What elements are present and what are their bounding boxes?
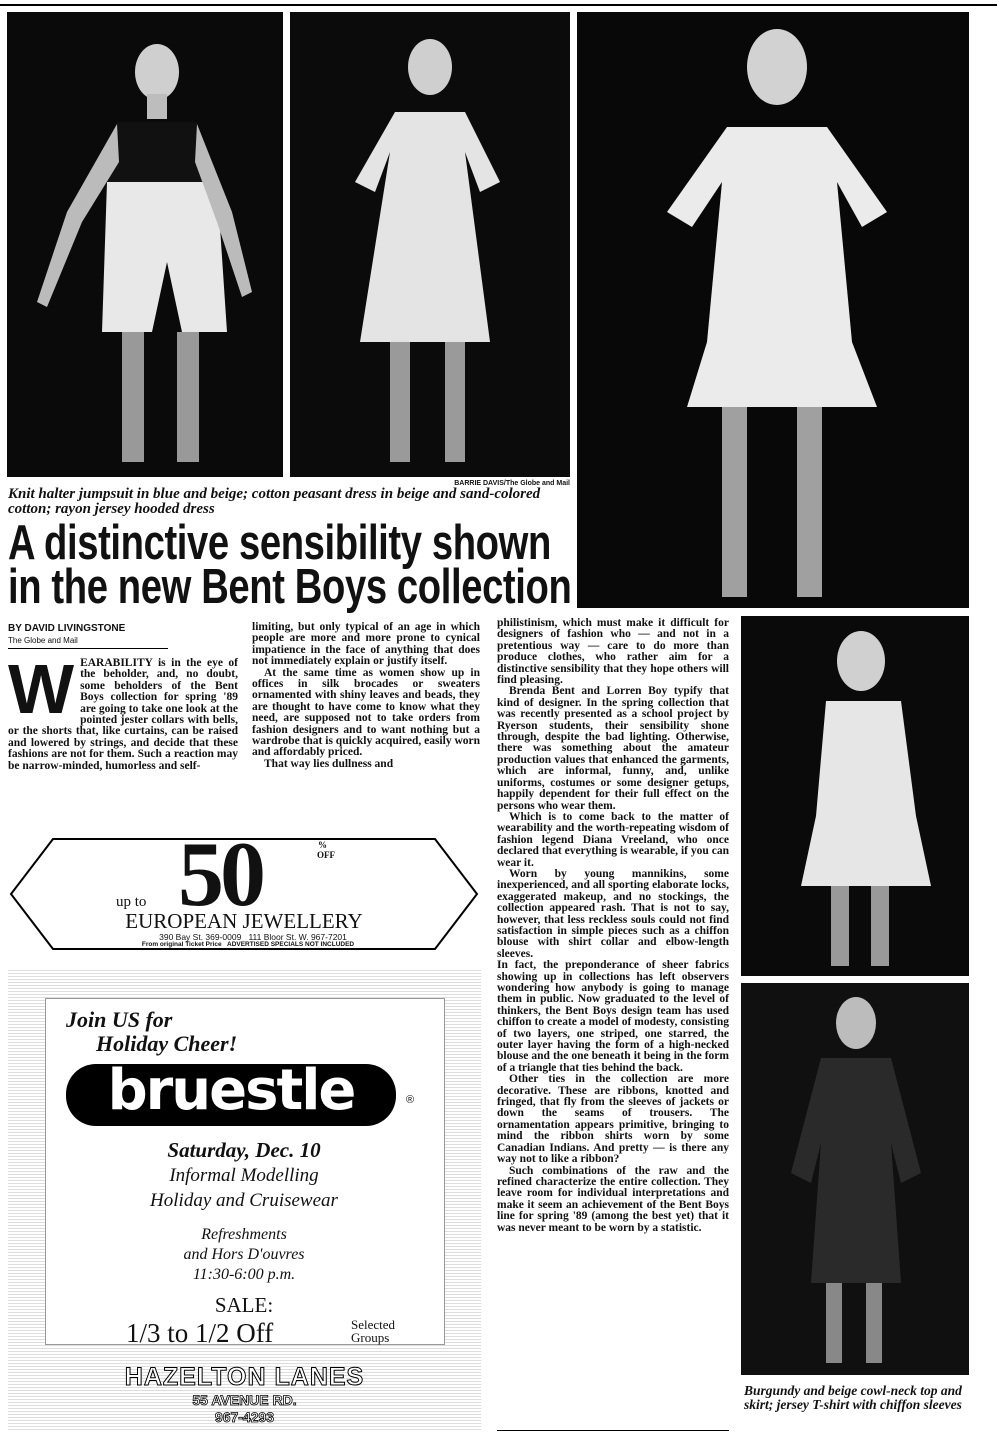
article-paragraph: At the same time as women show up in offices in silk brocades or sweaters ornamented with shiny leaves and beads, they are thought to have come to know what they need, are supposed not to take orders from fashion designers and to want nothing but a wardrobe that is quickly acquired, easily worn and affordably priced. <box>252 666 480 759</box>
ad-refresh-1: Refreshments <box>201 1226 287 1243</box>
drop-cap: W <box>8 650 75 728</box>
ad-percent-sign: % <box>318 840 327 850</box>
photo-halter-jumpsuit <box>7 12 283 477</box>
article-column-2 <box>252 622 480 770</box>
ad-percent-number: 50 <box>178 823 262 925</box>
ad-venue-address: 55 AVENUE RD. <box>192 1392 297 1408</box>
model-figure-icon <box>290 12 570 477</box>
article-column-1 <box>8 650 238 772</box>
byline: BY DAVID LIVINGSTONE <box>8 623 126 634</box>
ad-store-name: EUROPEAN JEWELLERY <box>125 909 363 933</box>
ad-event-2: Holiday and Cruisewear <box>150 1190 338 1211</box>
ad-address-1: 390 Bay St. 369-0009 <box>159 932 242 942</box>
model-figure-icon <box>741 983 969 1375</box>
byline-paper: The Globe and Mail <box>8 636 78 645</box>
article-paragraph: That way lies dullness and <box>264 757 394 770</box>
headline-line2: in the new Bent Boys collection <box>8 560 572 614</box>
ad-time: 11:30-6:00 p.m. <box>192 1266 296 1283</box>
ad-selected-1: Selected <box>351 1317 396 1332</box>
photo-peasant-dress <box>290 12 570 477</box>
photo-hooded-dress <box>577 12 969 608</box>
ad-note-1: From original Ticket Price <box>141 941 222 948</box>
article-paragraph: Which is to come back to the matter of wearability and the worth-repeating wisdom of fashion legend Diana Vreeland, who once declared that everything is wearable, if you can wear it. <box>497 810 729 869</box>
ad-upto: up to <box>116 894 147 910</box>
article-paragraph: Brenda Bent and Lorren Boy typify that kind of designer. In the spring collection that was recently presented as a school project by Ryerson students, their sensibility shone through, despite the bad lighting. Otherwise, there was something about the amateur production values that enhanced the garments, which are informal, funny, and, unlike uniforms, costumes or some designer getups, happily dependent for their full effect on the persons who wear them. <box>497 685 729 812</box>
article-paragraph: Such combinations of the raw and the refined characterize the entire collection. They leave room for individual interpretations and make it seem an achievement of the Bent Boys line for spring '89 (among the best yet) that it was never meant to be worn by a statistic. <box>497 1164 729 1234</box>
article-paragraph: limiting, but only typical of an age in which people are more and more prone to cynical impatience in the face of anything that does not immediately explain or justify itself. <box>252 621 480 668</box>
model-figure-icon <box>7 12 283 477</box>
bruestle-ad <box>8 968 481 1430</box>
ad-notes <box>88 941 408 948</box>
ad-refresh-2: and Hors D'ouvres <box>183 1246 305 1263</box>
byline-rule <box>8 648 168 649</box>
ad-off: OFF <box>317 850 335 860</box>
photo-credit: BARRIE DAVIS/The Globe and Mail <box>454 480 570 487</box>
ad-venue-phone: 967-4293 <box>214 1409 275 1425</box>
bruestle-logo: bruestle <box>107 1058 355 1123</box>
photo-caption-bottom: Burgundy and beige cowl-neck top and skirt; jersey T-shirt with chiffon sleeves <box>744 1383 962 1412</box>
ad-selected-2: Groups <box>351 1330 390 1345</box>
article-paragraph: Worn by young mannikins, some inexperienced, and all sporting elaborate locks, exaggerated makeup, and no stockings, the collection appeared rash. That is not to say, however, that less reckless souls could not find satisfaction in simple pieces such as a chiffon blouse with shirt collar and elbow-length sleeves. <box>497 867 729 960</box>
top-rule <box>0 4 997 6</box>
ad-join-line: Join US for <box>66 1007 173 1032</box>
article-lead: EARABILITY is in the eye of the beholder, and, no doubt, some beholders of the Bent Boys collection for spring '89 are going to take one look at the pointed jester collars with bells, or the shorts that, like curtains, can be raised and lowered by strings, and decide that these fashions are not for them. Such a reaction may be narrow-minded, humorless and self- <box>8 657 238 772</box>
column-3-rule <box>497 1430 729 1431</box>
article-paragraph: philistinism, which must make it difficult for designers of fashion who — and not in a pretentious way — care to do more than produce clothes, who rather aim for a distinctive sensibility that they hope others will find pleasing. <box>497 617 729 687</box>
headline-line1: A distinctive sensibility shown <box>8 516 551 570</box>
ad-holiday-line: Holiday Cheer! <box>96 1031 238 1056</box>
model-figure-icon <box>741 616 969 976</box>
ad-address-2: 111 Bloor St. W. 967-7201 <box>248 932 347 942</box>
ad-sale: SALE: <box>214 1293 274 1317</box>
photo-caption-top: Knit halter jumpsuit in blue and beige; cotton peasant dress in beige and sand-colored cotton; rayon jersey hooded dress <box>8 486 541 517</box>
ad-event-1: Informal Modelling <box>169 1165 319 1186</box>
article-paragraph: In fact, the preponderance of sheer fabrics showing up in collections has left observers wondering how anybody is going to manage them in public. Now graduated to the level of thinkers, the Bent Boys design team has used chiffon to create a model of modesty, consisting of two layers, one striped, one starred, the outer layer having the form of a high-necked blouse and the one beneath it being in the form of a triangle that ties behind the back. <box>497 959 729 1074</box>
ad-date: Saturday, Dec. 10 <box>167 1138 321 1162</box>
ad-selected-groups <box>351 1318 395 1344</box>
model-figure-icon <box>577 12 969 608</box>
photo-chiffon-sleeves <box>741 983 969 1375</box>
ad-note-2: ADVERTISED SPECIALS NOT INCLUDED <box>227 941 355 948</box>
ad-discount: 1/3 to 1/2 Off <box>126 1318 274 1348</box>
registered-mark: ® <box>406 1094 415 1106</box>
ad-venue: HAZELTON LANES <box>124 1363 365 1391</box>
article-paragraph: Other ties in the collection are more decorative. These are ribbons, knotted and fringed, that fly from the sleeves of jackets or down the seams of trousers. The ornamentation appears primitive, bringing to mind the ribbon shirts worn by some Canadian Indians. And pretty — is there any way not to like a ribbon? <box>497 1073 729 1166</box>
photo-cowl-neck <box>741 616 969 976</box>
jewellery-ad <box>8 823 480 952</box>
article-column-3 <box>497 618 729 1234</box>
